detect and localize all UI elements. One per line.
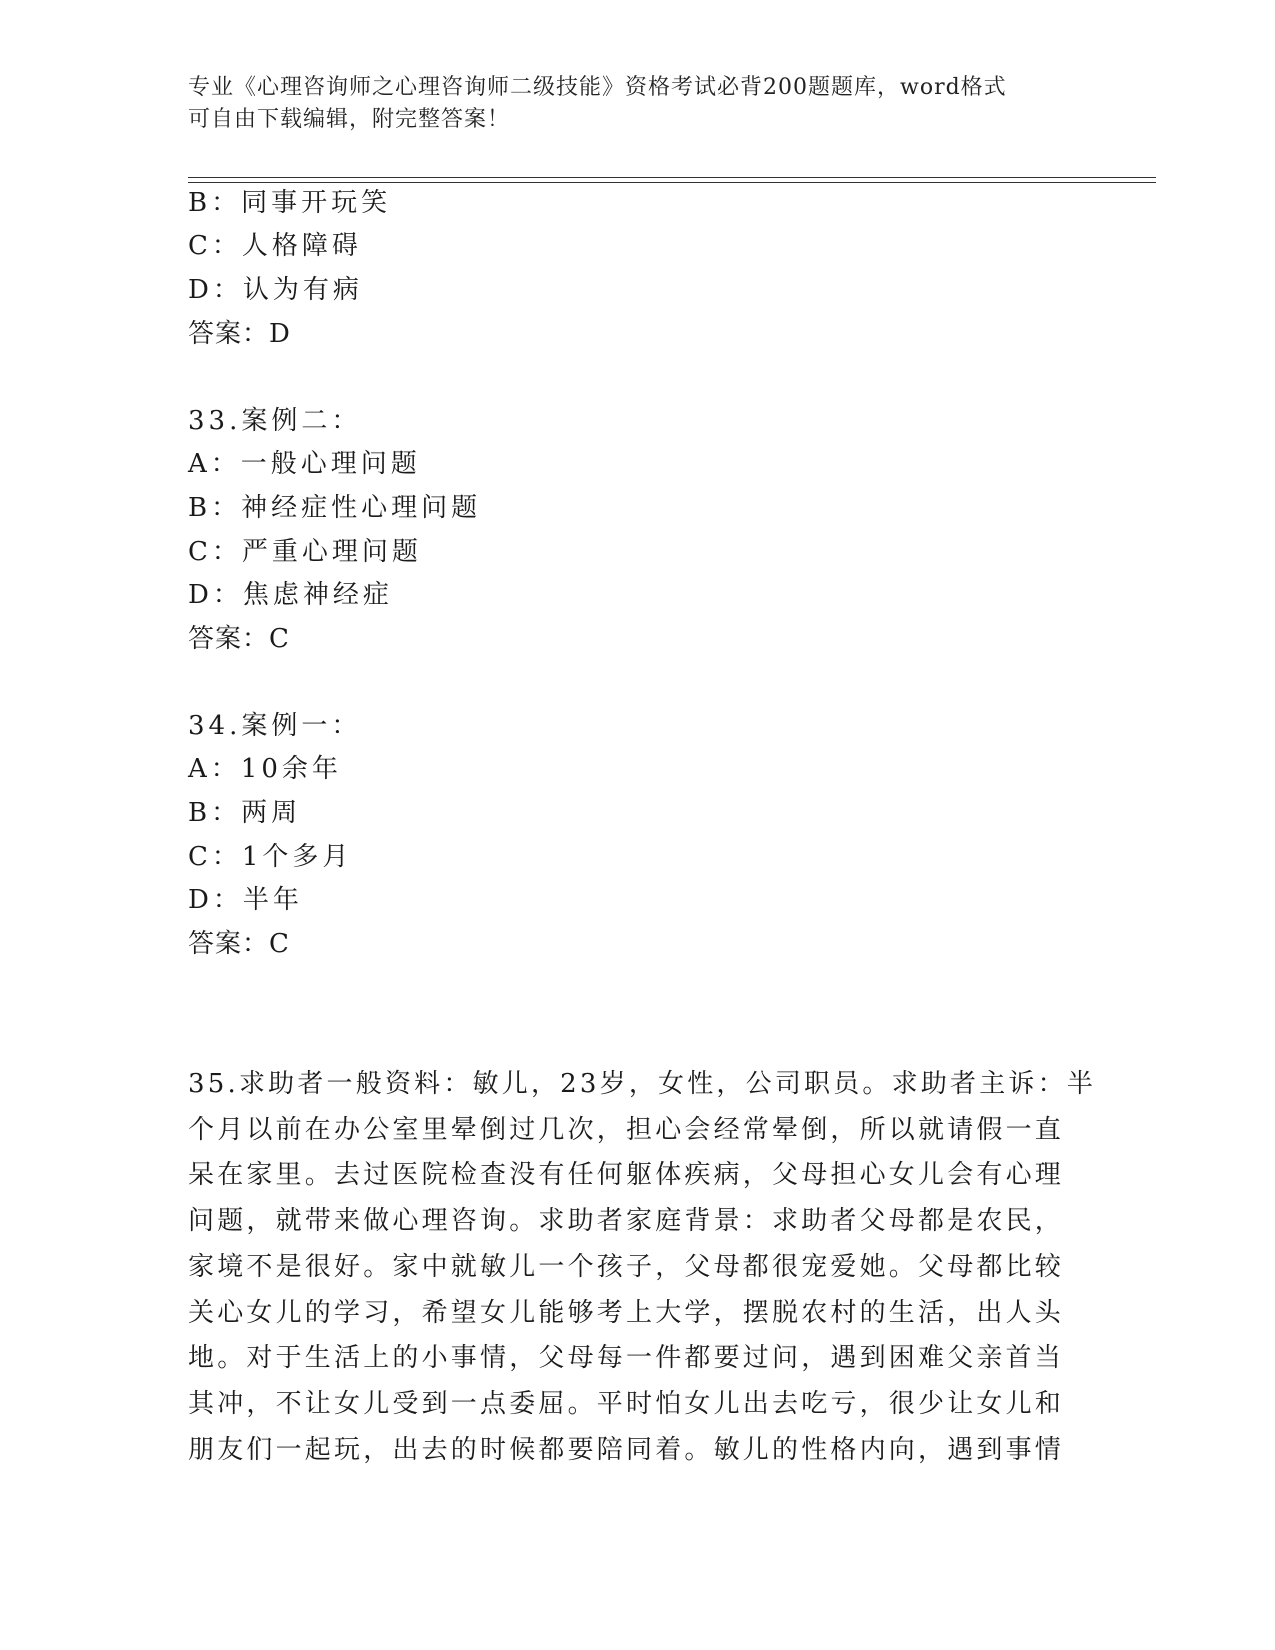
q34-answer: 答案：C (188, 929, 290, 959)
q35-line: 地。对于生活上的小事情，父母每一件都要过问，遇到困难父亲首当 (188, 1343, 1065, 1374)
q32-option-d: D：认为有病 (188, 275, 363, 305)
q35-line: 问题，就带来做心理咨询。求助者家庭背景：求助者父母都是农民， (188, 1206, 1065, 1237)
q35-line: 个月以前在办公室里晕倒过几次，担心会经常晕倒，所以就请假一直 (188, 1114, 1065, 1145)
q35-line: 35.求助者一般资料：敏儿，23岁，女性，公司职员。求助者主诉：半 (188, 1069, 1097, 1099)
q34-option-d: D：半年 (188, 885, 303, 915)
header-title-line2: 可自由下载编辑，附完整答案！ (188, 107, 511, 132)
q33-option-b: B：神经症性心理问题 (188, 493, 482, 523)
q34-stem: 34.案例一： (188, 711, 362, 741)
q33-answer: 答案：C (188, 624, 290, 654)
q32-answer: 答案：D (188, 319, 291, 349)
q35-case-description (188, 1062, 1097, 1473)
q34-option-b: B：两周 (188, 798, 302, 828)
q35-line: 其冲，不让女儿受到一点委屈。平时怕女儿出去吃亏，很少让女儿和 (188, 1388, 1065, 1419)
q35-line: 家境不是很好。家中就敏儿一个孩子，父母都很宠爱她。父母都比较 (188, 1251, 1065, 1282)
q34-option-a: A：10余年 (188, 754, 342, 784)
header-title-line1: 专业《心理咨询师之心理咨询师二级技能》资格考试必背200题题库，word格式 (188, 75, 1007, 100)
q32-option-b: B：同事开玩笑 (188, 188, 392, 218)
q35-line: 朋友们一起玩，出去的时候都要陪同着。敏儿的性格内向，遇到事情 (188, 1434, 1065, 1465)
q33-option-c: C：严重心理问题 (188, 537, 422, 567)
document-header (188, 72, 1088, 136)
q33-option-a: A：一般心理问题 (188, 449, 421, 479)
q33-option-d: D：焦虑神经症 (188, 580, 393, 610)
q35-line: 呆在家里。去过医院检查没有任何躯体疾病，父母担心女儿会有心理 (188, 1160, 1065, 1191)
q34-option-c: C：1个多月 (188, 842, 353, 872)
header-divider (188, 177, 1156, 183)
q32-option-c: C：人格障碍 (188, 231, 362, 261)
q33-stem: 33.案例二： (188, 406, 362, 436)
q35-line: 关心女儿的学习，希望女儿能够考上大学，摆脱农村的生活，出人头 (188, 1297, 1065, 1328)
